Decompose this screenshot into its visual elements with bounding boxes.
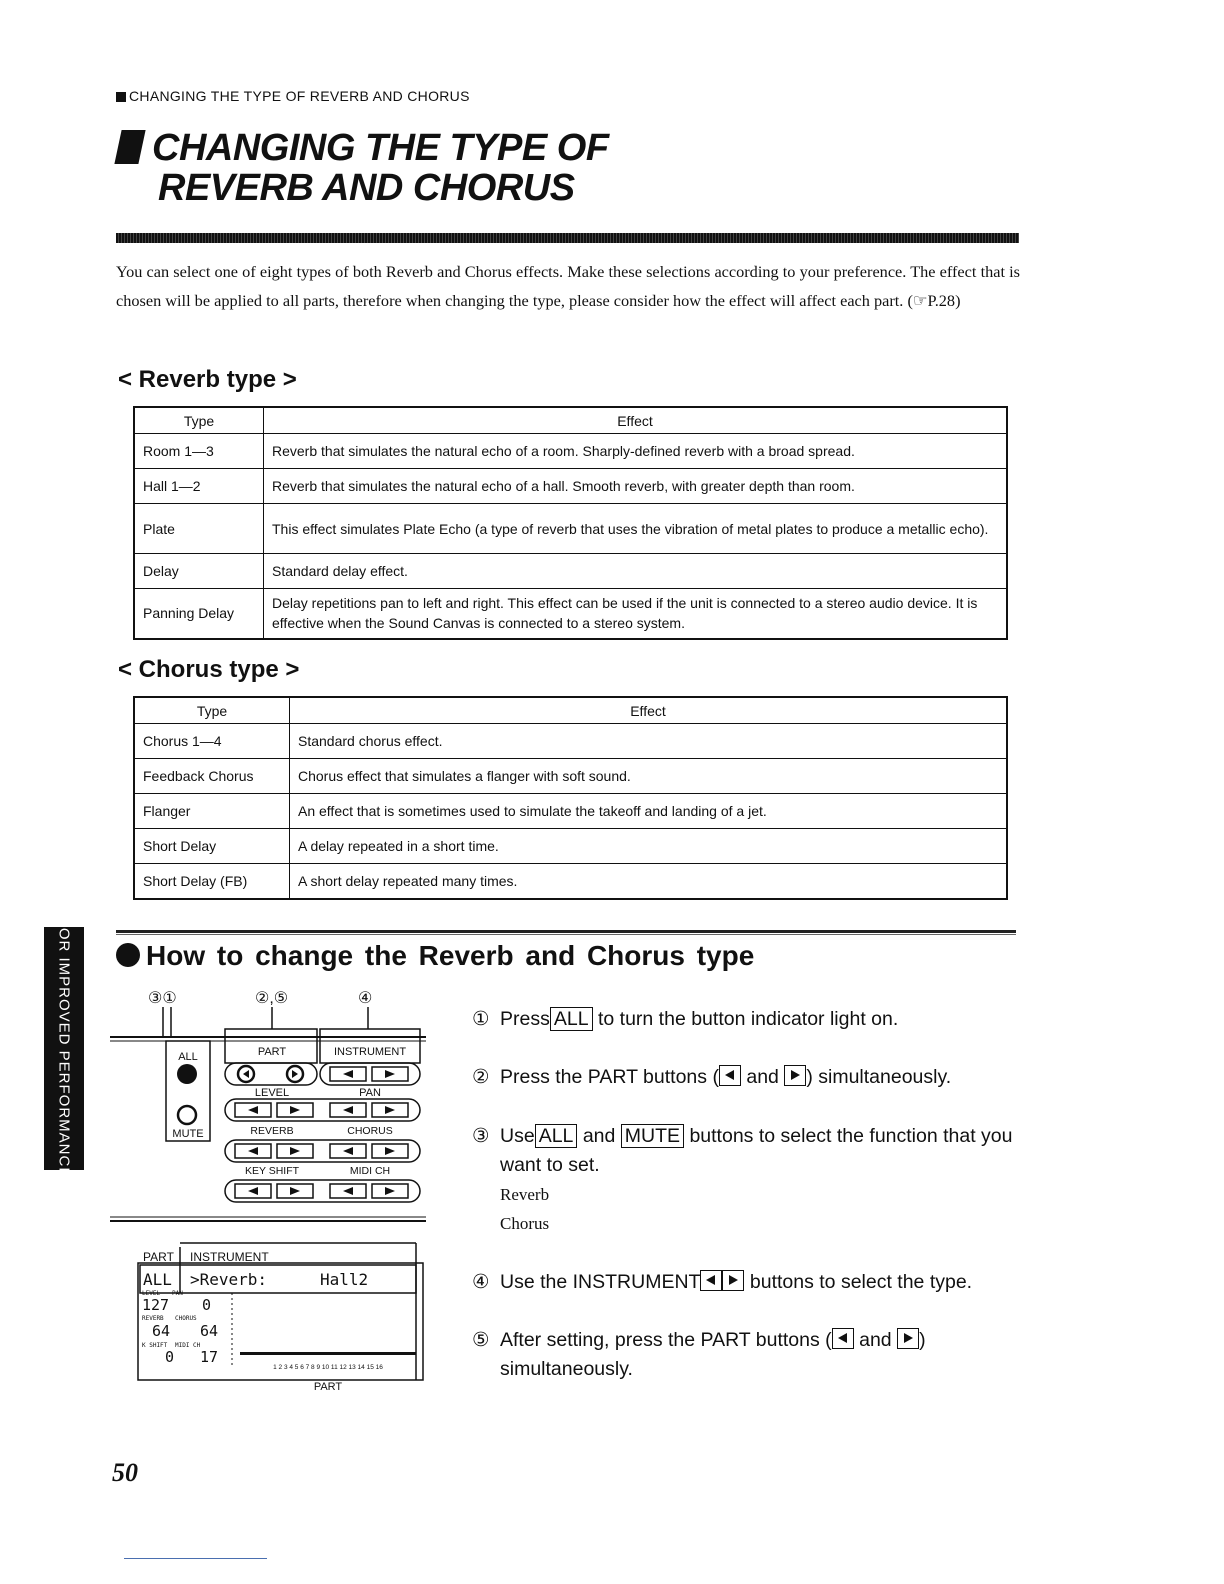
arrow-left-icon	[343, 1070, 353, 1078]
col-effect-header: Effect	[264, 407, 1008, 434]
lcd-bar-row	[240, 1352, 416, 1355]
effect-cell: This effect simulates Plate Echo (a type of reverb that uses the vibration of metal plates to produce a metallic echo).	[264, 504, 1008, 554]
intro-paragraph: You can select one of eight types of both Reverb and Chorus effects. Make these selections according to your preference. The effect that is chosen will be applied to all parts, therefore when changing the type, please consider how the effect will affect each part. (☞P.28)	[116, 262, 1020, 310]
page-title: CHANGING THE TYPE OF REVERB AND CHORUS	[118, 128, 609, 208]
footer-line	[124, 1558, 267, 1559]
table-header-row	[134, 697, 1007, 724]
step-4: ④ Use the INSTRUMENT buttons to select the type.	[472, 1271, 973, 1293]
arrow-right-icon	[292, 1070, 298, 1078]
step-1: ① Press ALL to turn the button indicator light on.	[472, 1008, 899, 1030]
right-arrow-key-icon	[897, 1328, 919, 1349]
lcd-midich-value: 17	[200, 1348, 219, 1366]
effect-cell: A short delay repeated many times.	[290, 864, 1008, 899]
lcd-pan-value: 0	[202, 1296, 212, 1314]
level-label: LEVEL	[254, 1087, 290, 1099]
table-row	[134, 759, 1007, 794]
effect-cell: Chorus effect that simulates a flanger with soft sound.	[290, 759, 1008, 794]
all-label: ALL	[178, 1051, 198, 1063]
pan-label: PAN	[359, 1087, 381, 1099]
how-to-heading: How to change the Reverb and Chorus type	[116, 940, 754, 972]
all-key: ALL	[550, 1007, 593, 1031]
lcd-function-value: Hall2	[320, 1270, 369, 1289]
callout-3-1: ③①	[148, 990, 177, 1007]
chorus-type-heading: < Chorus type >	[118, 656, 300, 683]
col-type-header: Type	[134, 697, 290, 724]
title-block-icon	[114, 130, 145, 164]
type-cell: Panning Delay	[134, 589, 264, 639]
midi-ch-label: MIDI CH	[349, 1165, 391, 1177]
type-cell: Hall 1—2	[134, 469, 264, 504]
lcd-kshift-label: K SHIFT	[142, 1342, 168, 1349]
type-cell: Plate	[134, 504, 264, 554]
reverb-label: REVERB	[250, 1125, 294, 1137]
option-chorus: Chorus	[500, 1214, 550, 1233]
effect-cell: A delay repeated in a short time.	[290, 829, 1008, 864]
arrow-left-icon	[243, 1070, 249, 1078]
all-button[interactable]	[177, 1064, 197, 1084]
type-cell: Feedback Chorus	[134, 759, 290, 794]
section-divider	[116, 930, 1016, 933]
all-key: ALL	[535, 1124, 578, 1148]
table-row	[134, 434, 1007, 469]
reverb-type-table	[133, 406, 1008, 640]
right-arrow-key-icon	[722, 1270, 744, 1291]
table-row	[134, 794, 1007, 829]
table-row	[134, 554, 1007, 589]
type-cell: Delay	[134, 554, 264, 589]
step-5: ⑤ After setting, press the PART buttons ( and ) simultaneously.	[472, 1329, 926, 1380]
table-row	[134, 724, 1007, 759]
table-row	[134, 589, 1007, 639]
type-cell: Flanger	[134, 794, 290, 829]
lcd-part-label: PART	[143, 1250, 174, 1264]
lcd-footer-part: PART	[313, 1381, 343, 1393]
effect-cell: Delay repetitions pan to left and right. This effect can be used if the unit is connected to a stereo audio device. It is effective when the Sound Canvas is connected to a stereo system.	[264, 589, 1008, 639]
mute-key: MUTE	[621, 1124, 684, 1148]
lcd-chorus-value: 64	[200, 1322, 219, 1340]
lcd-part-numbers: 1 2 3 4 5 6 7 8 9 10 11 12 13 14 15 16	[273, 1364, 383, 1371]
lcd-level-label: LEVEL	[142, 1290, 161, 1297]
effect-cell: Reverb that simulates the natural echo of a hall. Smooth reverb, with greater depth than room.	[264, 469, 1008, 504]
chorus-type-table	[133, 696, 1008, 900]
chorus-label: CHORUS	[347, 1125, 393, 1137]
step-2: ② Press the PART buttons ( and ) simultaneously.	[472, 1066, 952, 1088]
table-row	[134, 469, 1007, 504]
mute-label: MUTE	[172, 1128, 204, 1140]
effect-cell: Standard chorus effect.	[290, 724, 1008, 759]
option-reverb: Reverb	[500, 1185, 550, 1204]
bullet-dot-icon	[116, 943, 140, 967]
mute-button[interactable]	[178, 1106, 196, 1124]
type-cell: Chorus 1—4	[134, 724, 290, 759]
callout-4: ④	[358, 990, 373, 1007]
arrow-right-icon	[385, 1070, 395, 1078]
breadcrumb: CHANGING THE TYPE OF REVERB AND CHORUS	[116, 88, 470, 104]
type-cell: Room 1—3	[134, 434, 264, 469]
table-header-row	[134, 407, 1007, 434]
callout-2-5: ②,⑤	[255, 990, 289, 1007]
section-divider-thin	[116, 934, 1016, 935]
key-shift-label: KEY SHIFT	[244, 1165, 300, 1177]
side-tab: FOR IMPROVED PERFORMANCE	[44, 927, 84, 1170]
step-3: ③ Use ALL and MUTE buttons to select the function that you want to set. Reverb Chorus	[472, 1122, 1016, 1238]
left-arrow-key-icon	[719, 1065, 741, 1086]
lcd-reverb-label: REVERB	[142, 1315, 164, 1322]
lcd-pan-label: PAN	[172, 1290, 183, 1297]
device-panel-diagram	[110, 985, 440, 1395]
col-effect-header: Effect	[290, 697, 1008, 724]
lcd-level-value: 127	[142, 1296, 170, 1314]
table-row	[134, 864, 1007, 899]
lcd-function-text: >Reverb:	[190, 1270, 268, 1289]
right-arrow-key-icon	[784, 1065, 806, 1086]
left-arrow-key-icon	[832, 1328, 854, 1349]
lcd-midich-label: MIDI CH	[175, 1342, 201, 1349]
effect-cell: An effect that is sometimes used to simulate the takeoff and landing of a jet.	[290, 794, 1008, 829]
effect-cell: Standard delay effect.	[264, 554, 1008, 589]
effect-cell: Reverb that simulates the natural echo of a room. Sharply-defined reverb with a broad spread.	[264, 434, 1008, 469]
lcd-kshift-value: 0	[165, 1348, 175, 1366]
lcd-instrument-label: INSTRUMENT	[190, 1250, 269, 1264]
page-number: 50	[112, 1458, 138, 1487]
part-label: PART	[257, 1046, 287, 1058]
type-cell: Short Delay	[134, 829, 290, 864]
left-arrow-key-icon	[700, 1270, 722, 1291]
type-cell: Short Delay (FB)	[134, 864, 290, 899]
col-type-header: Type	[134, 407, 264, 434]
lcd-reverb-value: 64	[152, 1322, 171, 1340]
lcd-chorus-label: CHORUS	[175, 1315, 197, 1322]
table-row	[134, 829, 1007, 864]
steps-list	[472, 1005, 1016, 1384]
reverb-type-heading: < Reverb type >	[118, 366, 297, 393]
instrument-label: INSTRUMENT	[333, 1046, 407, 1058]
lcd-all: ALL	[143, 1270, 172, 1289]
table-row	[134, 504, 1007, 554]
square-bullet-icon	[116, 92, 126, 102]
title-divider	[116, 233, 1019, 243]
